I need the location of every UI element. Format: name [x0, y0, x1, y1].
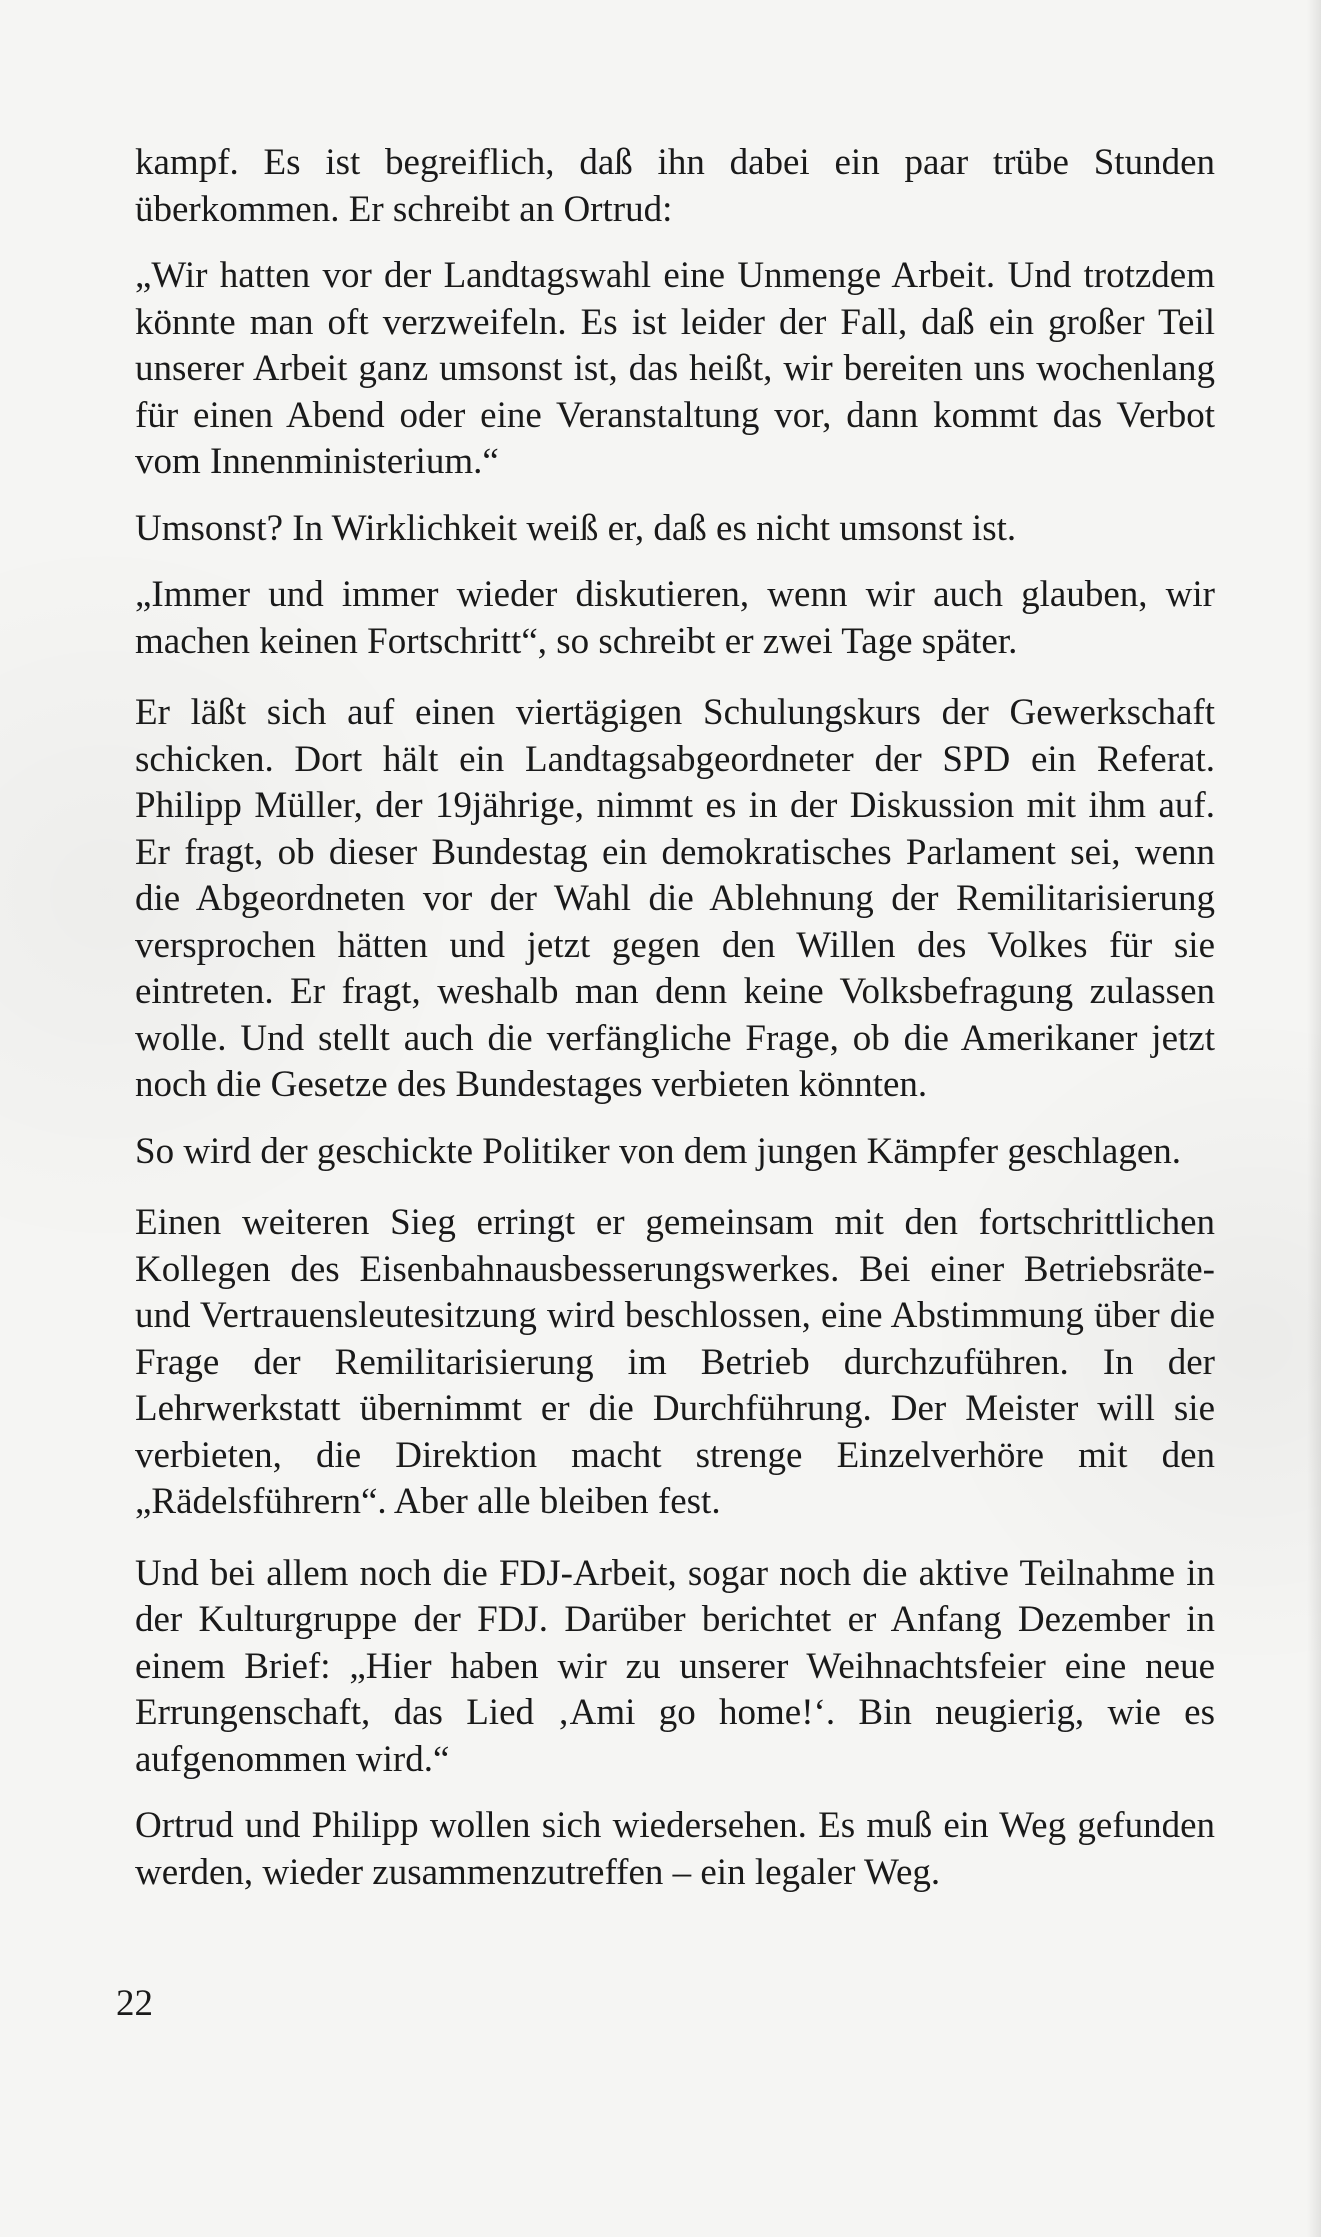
paragraph-7: Einen weiteren Sieg erringt er gemeinsam mit den fortschrittlichen Kollegen des Eisenbahnausbesserungswerkes. Bei einer Betriebsräte- und Vertrauensleutesitzung wird beschlossen, eine Abstimmung über die Frage der Remilitarisierung im Betrieb durchzuführen. In der Lehrwerkstatt übernimmt er die Durchführung. Der Meister will sie verbieten, die Direktion macht strenge Einzelverhöre mit den „Rädelsführern“. Aber alle bleiben fest.: [135, 1202, 1215, 1522]
paragraph-6: So wird der geschickte Politiker von dem jungen Kämpfer geschlagen.: [135, 1130, 1181, 1172]
paragraph-8: Und bei allem noch die FDJ-Arbeit, sogar noch die aktive Teilnahme in der Kulturgruppe der FDJ. Darüber berichtet er Anfang Dezember in einem Brief: „Hier haben wir zu unserer Weihnachtsfeier eine neue Errungenschaft, das Lied ‚Ami go home!‘. Bin neugierig, wie es aufgenommen wird.“: [135, 1552, 1215, 1780]
paragraph-5: Er läßt sich auf einen viertägigen Schulungskurs der Gewerkschaft schicken. Dort hält ein Landtagsabgeordneter der SPD ein Referat. Philipp Müller, der 19jährige, nimmt es in der Diskussion mit ihm auf. Er fragt, ob dieser Bundestag ein demokratisches Parlament sei, wenn die Abgeordneten vor der Wahl die Ablehnung der Remilitarisierung versprochen hätten und jetzt gegen den Willen des Volkes für sie eintreten. Er fragt, weshalb man denn keine Volksbefragung zulassen wolle. Und stellt auch die verfängliche Frage, ob die Amerikaner jetzt noch die Gesetze des Bundestages verbieten könnten.: [135, 692, 1215, 1105]
page-edge-shadow: [1307, 0, 1321, 2237]
paragraph-3: Umsonst? In Wirklichkeit weiß er, daß es nicht umsonst ist.: [135, 507, 1017, 549]
paragraph-4: „Immer und immer wieder diskutieren, wenn wir auch glauben, wir machen keinen Fortschritt“, so schreibt er zwei Tage später.: [135, 574, 1215, 662]
page-number: 22: [116, 1983, 153, 2024]
paragraph-9: Ortrud und Philipp wollen sich wiedersehen. Es muß ein Weg gefunden werden, wieder zusammenzutreffen – ein legaler Weg.: [135, 1805, 1215, 1893]
paragraph-1: kampf. Es ist begreiflich, daß ihn dabei ein paar trübe Stunden überkommen. Er schreibt an Ortrud:: [135, 142, 1215, 230]
body-text: [135, 140, 1215, 1921]
paragraph-2: „Wir hatten vor der Landtagswahl eine Unmenge Arbeit. Und trotzdem könnte man oft verzweifeln. Es ist leider der Fall, daß ein großer Teil unserer Arbeit ganz umsonst ist, das heißt, wir bereiten uns wochenlang für einen Abend oder eine Veranstaltung vor, dann kommt das Verbot vom Innenministerium.“: [135, 255, 1215, 482]
